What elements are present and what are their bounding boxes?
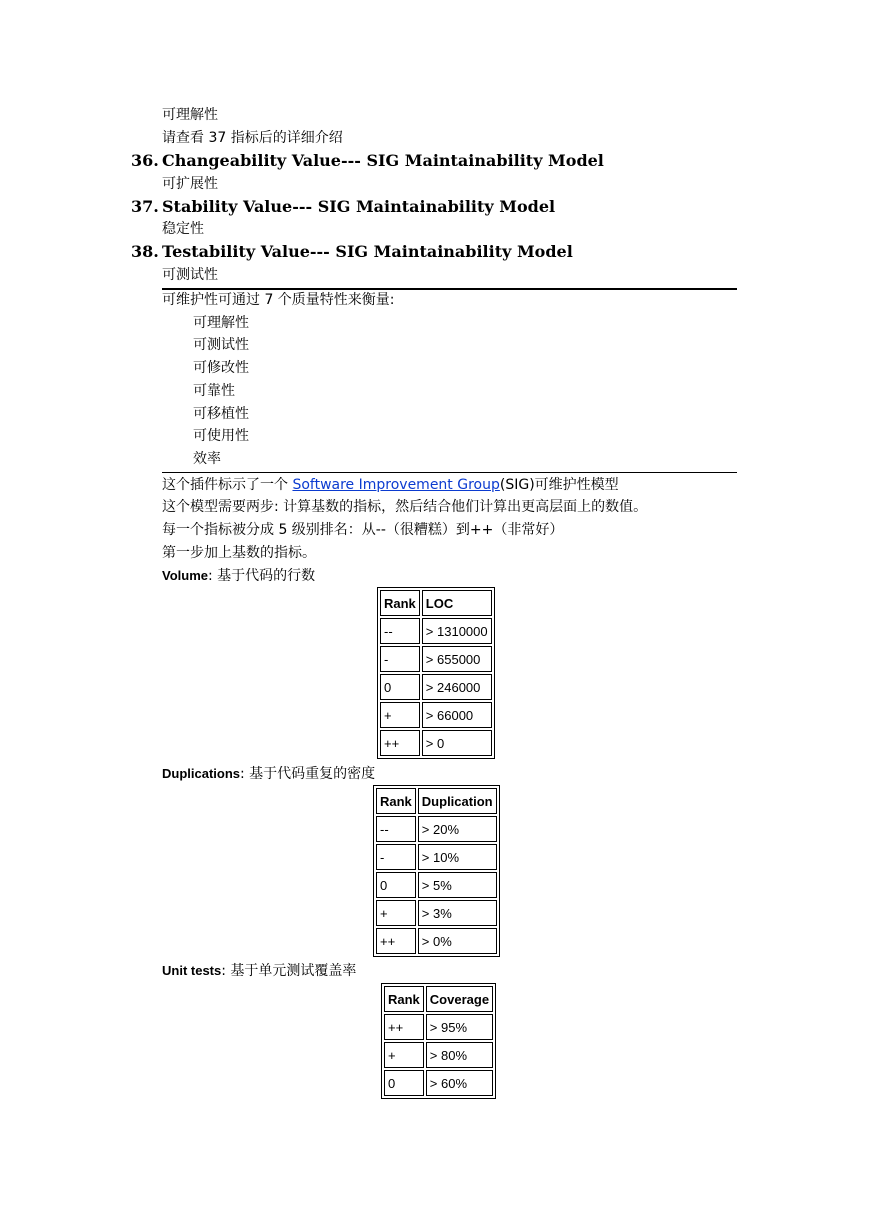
header-cell: Coverage xyxy=(426,986,493,1012)
plugin-line xyxy=(162,475,619,495)
quality-item: 效率 xyxy=(193,451,221,467)
value-cell: > 0 xyxy=(422,730,492,756)
section-divider xyxy=(162,472,737,473)
value-cell: > 20% xyxy=(418,816,497,842)
volume-table xyxy=(377,587,495,759)
testability-desc: 可测试性 xyxy=(162,267,218,283)
value-cell: > 80% xyxy=(426,1042,493,1068)
rank-cell: - xyxy=(380,646,420,672)
rank-cell: + xyxy=(376,900,416,926)
value-cell: > 66000 xyxy=(422,702,492,728)
quality-item: 可靠性 xyxy=(193,383,235,399)
rank-cell: -- xyxy=(376,816,416,842)
value-cell: > 5% xyxy=(418,872,497,898)
see-details-text: 请查看 37 指标后的详细介绍 xyxy=(162,130,343,146)
rank-cell: 0 xyxy=(384,1070,424,1096)
table-row xyxy=(376,928,497,954)
plugin-prefix: 这个插件标示了一个 xyxy=(162,477,293,493)
heading-title: Stability Value--- SIG Maintainability Model xyxy=(162,197,556,216)
quality-item: 可使用性 xyxy=(193,428,249,444)
rank-cell: ++ xyxy=(384,1014,424,1040)
duplications-caption xyxy=(162,764,375,784)
quality-item: 可移植性 xyxy=(193,406,249,422)
table-row xyxy=(384,1014,493,1040)
quality-intro: 可维护性可通过 7 个质量特性来衡量: xyxy=(162,292,395,308)
header-cell: Rank xyxy=(384,986,424,1012)
ranking-text: 每一个指标被分成 5 级别排名：从--（很糟糕）到++（非常好） xyxy=(162,522,564,538)
heading-number: 37. xyxy=(131,197,159,216)
volume-label: Volume xyxy=(162,568,208,583)
rank-cell: 0 xyxy=(380,674,420,700)
value-cell: > 3% xyxy=(418,900,497,926)
table-row xyxy=(384,1042,493,1068)
unit-tests-table xyxy=(381,983,496,1099)
quality-item: 可理解性 xyxy=(193,315,249,331)
unit-tests-desc: : 基于单元测试覆盖率 xyxy=(221,963,357,979)
table-header-row xyxy=(380,590,492,616)
sig-link[interactable]: Software Improvement Group xyxy=(292,477,500,493)
value-cell: > 60% xyxy=(426,1070,493,1096)
header-cell: Rank xyxy=(376,788,416,814)
rank-cell: ++ xyxy=(380,730,420,756)
value-cell: > 1310000 xyxy=(422,618,492,644)
table-row xyxy=(380,702,492,728)
rank-cell: + xyxy=(384,1042,424,1068)
first-step-text: 第一步加上基数的指标。 xyxy=(162,545,316,561)
duplications-label: Duplications xyxy=(162,766,241,781)
changeability-desc: 可扩展性 xyxy=(162,176,218,192)
table-row xyxy=(380,646,492,672)
table-row xyxy=(376,872,497,898)
value-cell: > 655000 xyxy=(422,646,492,672)
table-row xyxy=(384,1070,493,1096)
unit-tests-caption xyxy=(162,961,356,981)
table-row xyxy=(380,674,492,700)
value-cell: > 95% xyxy=(426,1014,493,1040)
table-row xyxy=(376,844,497,870)
heading-number: 38. xyxy=(131,242,159,261)
table-row xyxy=(376,900,497,926)
rank-cell: -- xyxy=(380,618,420,644)
rank-cell: - xyxy=(376,844,416,870)
value-cell: > 0% xyxy=(418,928,497,954)
heading-36 xyxy=(131,150,604,172)
duplications-desc: : 基于代码重复的密度 xyxy=(240,766,376,782)
value-cell: > 246000 xyxy=(422,674,492,700)
table-header-row xyxy=(384,986,493,1012)
table-header-row xyxy=(376,788,497,814)
quality-item: 可测试性 xyxy=(193,337,249,353)
volume-caption xyxy=(162,566,315,586)
heading-37 xyxy=(131,196,555,218)
value-cell: > 10% xyxy=(418,844,497,870)
rank-cell: ++ xyxy=(376,928,416,954)
plugin-suffix: (SIG)可维护性模型 xyxy=(499,477,619,493)
table-row xyxy=(380,730,492,756)
heading-number: 36. xyxy=(131,151,159,170)
quality-item: 可修改性 xyxy=(193,360,249,376)
duplications-table xyxy=(373,785,500,957)
stability-desc: 稳定性 xyxy=(162,221,204,237)
rank-cell: + xyxy=(380,702,420,728)
volume-desc: : 基于代码的行数 xyxy=(208,568,316,584)
table-row xyxy=(380,618,492,644)
heading-title: Changeability Value--- SIG Maintainability Model xyxy=(162,151,604,170)
rank-cell: 0 xyxy=(376,872,416,898)
table-row xyxy=(376,816,497,842)
heading-title: Testability Value--- SIG Maintainability Model xyxy=(162,242,573,261)
header-cell: Rank xyxy=(380,590,420,616)
header-cell: LOC xyxy=(422,590,492,616)
header-cell: Duplication xyxy=(418,788,497,814)
understandability-text: 可理解性 xyxy=(162,107,218,123)
unit-tests-label: Unit tests xyxy=(162,963,222,978)
two-steps-text: 这个模型需要两步: 计算基数的指标，然后结合他们计算出更高层面上的数值。 xyxy=(162,499,648,515)
heading-38 xyxy=(131,241,573,263)
